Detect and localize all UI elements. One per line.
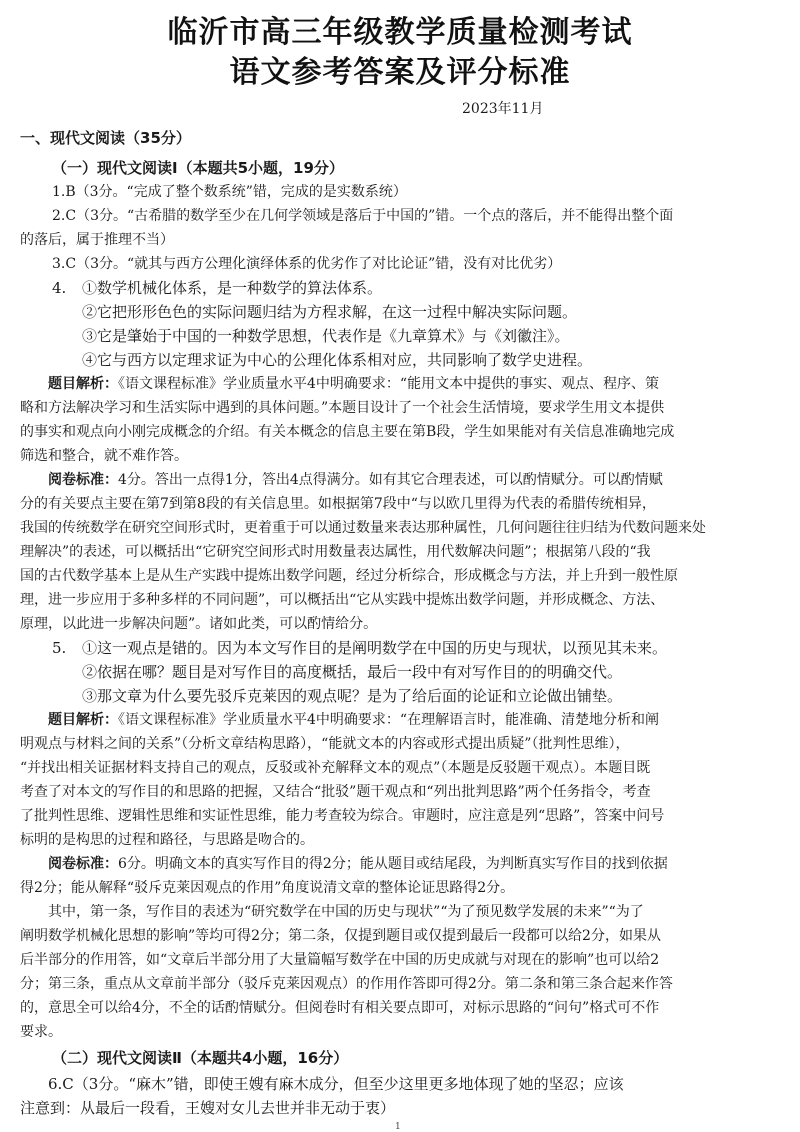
answer-q1: 1.B（3分。“完成了整个数系统”错，完成的是实数系统） — [52, 184, 407, 200]
answer-q4-point3: ③它是肇始于中国的一种数学思想，代表作是《九章算术》与《刘徽注》。 — [82, 327, 570, 345]
q4-standard-line5: 国的古代数学基本上是从生产实践中提炼出数学问题，经过分析综合，形成概念与方法，并上升到一般性原 — [20, 568, 678, 584]
answer-q3: 3.C（3分。“就其与西方公理化演绎体系的优劣作了对比论证”错，没有对比优劣） — [52, 256, 562, 272]
q5-standard-text: 6分。明确文本的真实写作目的得2分；能从题目或结尾段，为判断真实写作目的找到依据 — [118, 856, 668, 872]
q5-analysis-line5: 了批判性思维、逻辑性思维和实证性思维，能力考查较为综合。审题时，应注意是列“思路”，答案中问号 — [20, 808, 665, 824]
q5-standard-label: 阅卷标准： — [48, 856, 118, 872]
answer-q5-point3: ③那文章为什么要先驳斥克莱因的观点呢？是为了给后面的论证和立论做出铺垫。 — [82, 687, 623, 705]
q5-detail-line2: 阐明数学机械化思想的影响”等均可得2分；第二条，仅提到题目或仅提到最后一段都可以给2分，如果从 — [20, 928, 661, 944]
q5-analysis-line3: “并找出相关证据材料支持自己的观点，反驳或补充解释文本的观点”（本题是反驳题干观点）。本题目既 — [20, 760, 651, 776]
answer-q4-number: 4. — [52, 279, 67, 297]
q5-standard-line2: 得2分；能从解释“驳斥克莱因观点的作用”角度说清文章的整体论证思路得2分。 — [20, 880, 515, 896]
q5-detail-line3: 后半部分的作用答，如“文章后半部分用了大量篇幅写数学在中国的历史成就与对现在的影响”也可以给2 — [20, 952, 660, 968]
q4-analysis-line3: 的事实和观点向小刚完成概念的介绍。有关本概念的信息主要在第B段，学生如果能对有关信息准确地完成 — [20, 424, 675, 440]
answer-q4-point4: ④它与西方以定理求证为中心的公理化体系相对应，共同影响了数学史进程。 — [82, 351, 593, 369]
answer-q4-point1: ①数学机械化体系，是一种数学的算法体系。 — [82, 279, 383, 297]
answer-q5-point1: ①这一观点是错的。因为本文写作目的是阐明数学在中国的历史与现状，以预见其未来。 — [82, 639, 668, 657]
q4-standard-line1 — [48, 469, 780, 491]
q4-standard-line3: 我国的传统数学在研究空间形式时，更着重于可以通过数量来表达那种属性，几何问题往往归结为代数问题来处 — [20, 520, 706, 536]
q5-analysis-label: 题目解析： — [48, 712, 118, 728]
q5-analysis-line1 — [48, 709, 780, 731]
q4-standard-line4: 理解决”的表述，可以概括出“它研究空间形式时用数量表达属性，用代数解决问题”；根据第八段的“我 — [20, 544, 651, 560]
answer-q4-point2: ②它把形形色色的实际问题归结为方程求解，在这一过程中解决实际问题。 — [82, 303, 578, 321]
q5-detail-line4: 分；第三条，重点从文章前半部分（驳斥克莱因观点）的作用作答即可得2分。第二条和第三条合起来作答 — [20, 976, 673, 992]
answer-q2-line2: 的落后，属于推理不当） — [20, 232, 174, 248]
q4-analysis-line1 — [48, 373, 780, 395]
page-number: 1 — [395, 1122, 401, 1132]
q5-analysis-line4: 考查了对本文的写作目的和思路的把握，又结合“批驳”题干观点和“列出批判思路”两个任务指令，考查 — [20, 784, 651, 800]
q5-detail-line6: 要求。 — [20, 1024, 62, 1040]
answer-q6-line2: 注意到：从最后一段看，王嫂对女儿去世并非无动于衷） — [20, 1099, 396, 1117]
doc-title-line2: 语文参考答案及评分标准 — [229, 55, 571, 90]
q5-analysis-line2: 明观点与材料之间的关系”（分析文章结构思路），“能就文本的内容或形式提出质疑”（批判性思维）， — [20, 736, 630, 752]
section-heading: 一、现代文阅读（35分） — [20, 129, 191, 147]
q4-standard-line7: 原理，以此进一步解决问题”。诸如此类，可以酌情给分。 — [20, 616, 378, 632]
q4-standard-text: 4分。答出一点得1分，答出4点得满分。如有其它合理表述，可以酌情赋分。可以酌情赋 — [118, 472, 663, 488]
answer-q6-line1: 6.C（3分。“麻木”错，即使王嫂有麻木成分，但至少这里更多地体现了她的坚忍；应该 — [48, 1075, 624, 1093]
q4-standard-label: 阅卷标准： — [48, 472, 118, 488]
answer-q2-line1: 2.C（3分。“古希腊的数学至少在几何学领域是落后于中国的”错。一个点的落后，并不能得出整个面 — [52, 208, 674, 224]
answer-q5-point2: ②依据在哪？题目是对写作目的高度概括，最后一段中有对写作目的的明确交代。 — [82, 663, 623, 681]
q5-detail-line5: 的，意思全可以给4分，不全的话酌情赋分。但阅卷时有相关要点即可，对标示思路的“问句”格式可不作 — [20, 1000, 660, 1016]
q4-standard-line6: 理，进一步应用于多种多样的不同问题”，可以概括出“它从实践中提炼出数学问题，并形成概念、方法、 — [20, 592, 665, 608]
doc-date: 2023年11月 — [462, 101, 544, 117]
part1-heading: （一）现代文阅读Ⅰ（本题共5小题，19分） — [52, 159, 344, 177]
q5-analysis-text: 《语文课程标准》学业质量水平4中明确要求：“在理解语言时，能准确、清楚地分析和阐 — [118, 712, 660, 728]
q5-standard-line1 — [48, 853, 780, 875]
q5-analysis-line6: 标明的是构思的过程和路径，与思路是吻合的。 — [20, 832, 314, 848]
q4-analysis-line2: 略和方法解决学习和生活实际中遇到的具体问题。”本题目设计了一个社会生活情境，要求学生用文本提供 — [20, 400, 665, 416]
q5-detail-line1: 其中，第一条，写作目的表述为“研究数学在中国的历史与现状”“为了预见数学发展的未来”“为了 — [48, 904, 644, 920]
q4-analysis-line4: 筛选和整合，就不难作答。 — [20, 448, 188, 464]
q4-analysis-text: 《语文课程标准》学业质量水平4中明确要求：“能用文本中提供的事实、观点、程序、策 — [118, 376, 660, 392]
q4-analysis-label: 题目解析： — [48, 376, 118, 392]
answer-q5-number: 5. — [52, 639, 67, 657]
doc-title-line1: 临沂市高三年级教学质量检测考试 — [167, 15, 633, 50]
part2-heading: （二）现代文阅读Ⅱ（本题共4小题，16分） — [52, 1049, 349, 1067]
q4-standard-line2: 分的有关要点主要在第7到第8段的有关信息里。如根据第7段中“与以欧几里得为代表的希腊传统相异， — [20, 496, 656, 512]
